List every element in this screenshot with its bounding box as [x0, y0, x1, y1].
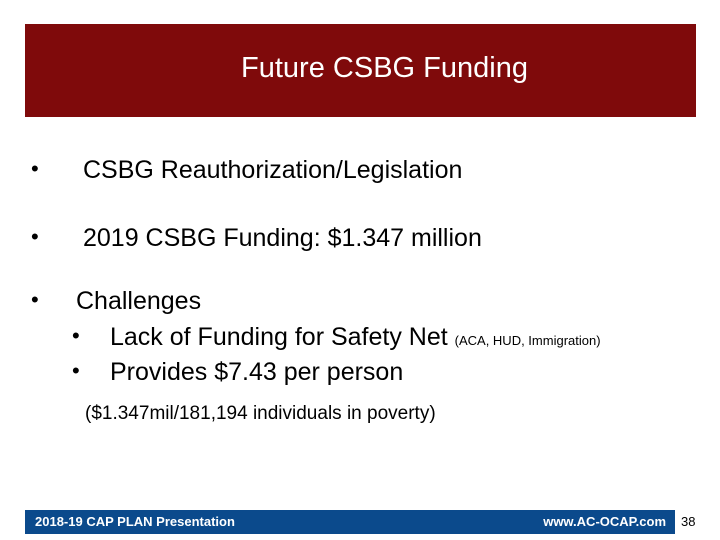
- bullet-icon: •: [31, 287, 39, 312]
- footer-website: www.AC-OCAP.com: [543, 514, 666, 529]
- bullet-text: 2019 CSBG Funding: $1.347 million: [83, 224, 482, 252]
- footer-bar: [25, 510, 675, 534]
- slide-title: Future CSBG Funding: [241, 52, 528, 84]
- poverty-calculation-note: ($1.347mil/181,194 individuals in poverty): [85, 403, 436, 424]
- sub-bullet-text: Lack of Funding for Safety Net: [110, 323, 448, 351]
- bullet-icon: •: [72, 358, 80, 383]
- bullet-text: Challenges: [76, 287, 202, 315]
- bullet-icon: •: [31, 156, 39, 181]
- sub-bullet-note: (ACA, HUD, Immigration): [454, 333, 601, 348]
- footer-presentation-title: 2018-19 CAP PLAN Presentation: [35, 514, 235, 529]
- page-number: 38: [681, 514, 696, 529]
- bullet-icon: •: [31, 224, 39, 249]
- title-banner: [25, 24, 696, 117]
- sub-bullet-text: Provides $7.43 per person: [110, 358, 404, 386]
- bullet-icon: •: [72, 323, 80, 348]
- bullet-text: CSBG Reauthorization/Legislation: [83, 156, 463, 184]
